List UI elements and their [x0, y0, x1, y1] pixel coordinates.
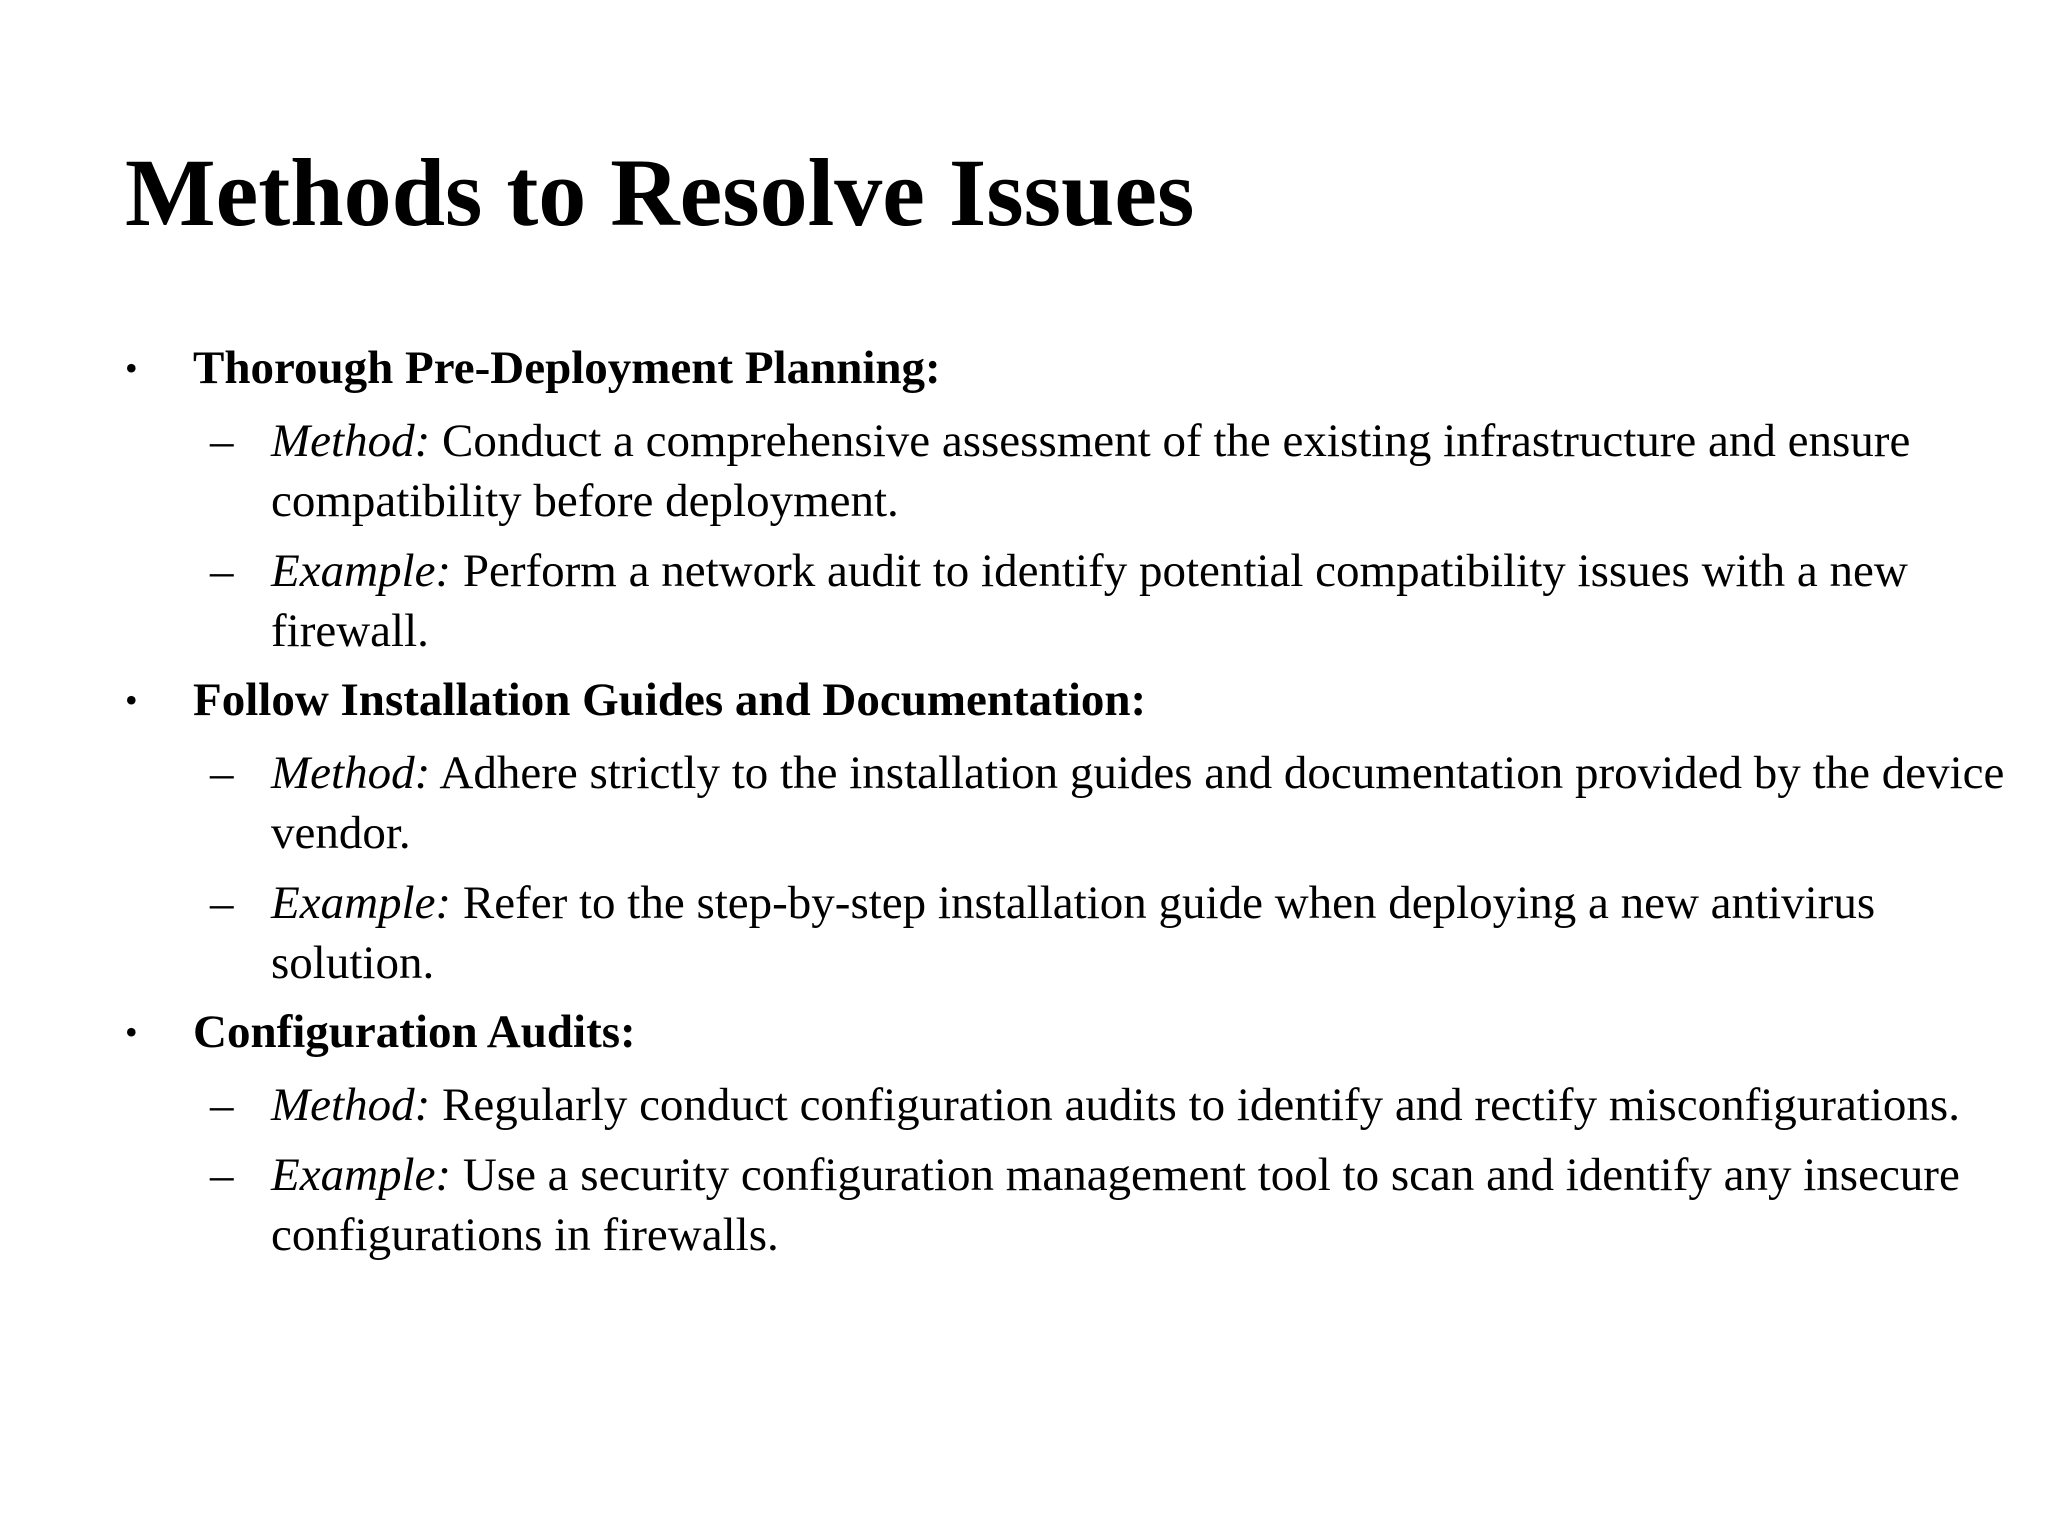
bullet-row: [0, 667, 2048, 733]
dash-icon: –: [210, 747, 234, 799]
sub-item-label: Method:: [271, 747, 431, 799]
slide-title: Methods to Resolve Issues: [125, 139, 1195, 246]
dash-icon: –: [210, 1149, 234, 1201]
bullet-dot-icon: •: [125, 1012, 138, 1052]
sub-item-body: Adhere strictly to the installation guides and documentation provided by the device vendor.: [271, 747, 2005, 859]
sub-item-label: Example:: [271, 877, 452, 929]
sub-item-method: [0, 743, 2048, 863]
bullet-heading: Thorough Pre-Deployment Planning:: [193, 342, 941, 394]
sub-item-body: Perform a network audit to identify potential compatibility issues with a new firewall.: [271, 545, 1908, 657]
sub-item-method: [0, 411, 2048, 531]
sub-item-example: [0, 1145, 2048, 1265]
bullet-heading: Configuration Audits:: [193, 1006, 636, 1058]
sub-item-label: Method:: [271, 1079, 431, 1131]
bullet-section-configuration-audits: [0, 999, 2048, 1265]
sub-item-example: [0, 873, 2048, 993]
bullet-dot-icon: •: [125, 680, 138, 720]
sub-item-text: [271, 873, 2011, 993]
sub-item-body: Refer to the step-by-step installation guide when deploying a new antivirus solution.: [271, 877, 1876, 989]
sub-item-text: [271, 541, 2011, 661]
sub-item-body: Use a security configuration management tool to scan and identify any insecure configurations in firewalls.: [271, 1149, 1960, 1261]
sub-item-label: Example:: [271, 545, 452, 597]
sub-item-text: [271, 1075, 2011, 1135]
sub-item-label: Example:: [271, 1149, 452, 1201]
bullet-section-pre-deployment-planning: [0, 335, 2048, 661]
sub-item-body: Conduct a comprehensive assessment of the existing infrastructure and ensure compatibility before deployment.: [271, 415, 1911, 527]
dash-icon: –: [210, 877, 234, 929]
sub-item-body: Regularly conduct configuration audits to identify and rectify misconfigurations.: [430, 1079, 1960, 1131]
sub-item-text: [271, 411, 2011, 531]
bullet-row: [0, 335, 2048, 401]
sub-item-example: [0, 541, 2048, 661]
dash-icon: –: [210, 415, 234, 467]
sub-item-method: [0, 1075, 2048, 1135]
bullet-heading: Follow Installation Guides and Documentation:: [193, 674, 1147, 726]
bullet-list: [0, 335, 2048, 1265]
sub-item-label: Method:: [271, 415, 431, 467]
bullet-row: [0, 999, 2048, 1065]
bullet-section-installation-guides: [0, 667, 2048, 993]
dash-icon: –: [210, 545, 234, 597]
dash-icon: –: [210, 1079, 234, 1131]
sub-item-text: [271, 743, 2011, 863]
bullet-dot-icon: •: [125, 348, 138, 388]
sub-item-text: [271, 1145, 2011, 1265]
